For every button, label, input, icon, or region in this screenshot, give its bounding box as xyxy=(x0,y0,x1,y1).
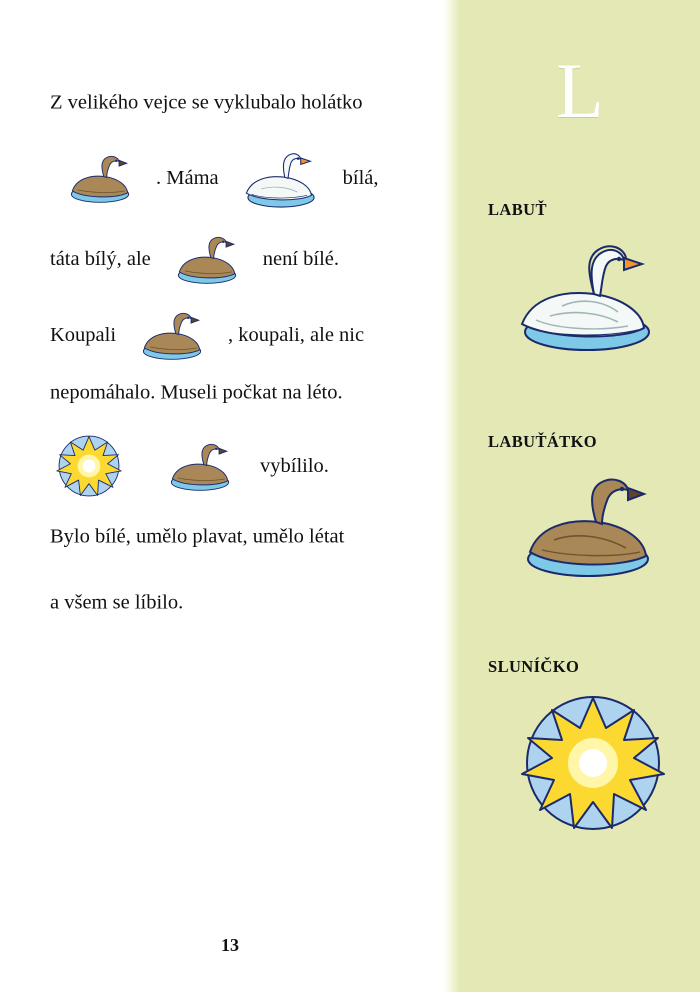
story-line xyxy=(50,228,440,290)
page-number: 13 xyxy=(221,935,239,955)
story-text-segment: bílá, xyxy=(342,166,379,189)
page-title-letter: L xyxy=(556,47,604,134)
story-line xyxy=(50,90,440,116)
side-label-swan: LABUŤ xyxy=(488,200,547,219)
story-text-segment: Bylo bílé, umělo plavat, umělo létat xyxy=(50,525,345,548)
story-text-segment: nepomáhalo. Museli počkat na léto. xyxy=(50,381,343,404)
cygnet-icon xyxy=(157,228,257,290)
sun-icon xyxy=(508,688,678,838)
story-text xyxy=(50,90,440,642)
panel-gradient-edge xyxy=(444,0,460,992)
side-panel xyxy=(460,0,700,992)
story-text-segment: . Máma xyxy=(156,166,219,189)
story-text-segment: vybílilo. xyxy=(260,454,329,477)
story-line xyxy=(50,380,440,406)
story-text-segment: táta bílý, ale xyxy=(50,247,151,270)
story-line xyxy=(50,142,440,214)
cygnet-icon xyxy=(122,304,222,366)
side-label-cygnet: LABUŤÁTKO xyxy=(488,432,598,451)
story-text-segment: Koupali xyxy=(50,323,117,346)
story-line xyxy=(50,432,440,500)
swan-icon xyxy=(502,228,672,363)
story-text-segment: , koupali, ale nic xyxy=(228,323,365,346)
swan-icon xyxy=(231,142,331,214)
cygnet-icon xyxy=(508,460,668,590)
story-text-segment: a všem se líbilo. xyxy=(50,591,184,614)
story-text-segment: není bílé. xyxy=(262,247,340,270)
story-line xyxy=(50,590,440,616)
cygnet-icon xyxy=(150,435,250,497)
story-line xyxy=(50,304,440,366)
side-label-sun: SLUNÍČKO xyxy=(488,657,580,676)
cygnet-icon xyxy=(50,147,150,209)
sun-icon xyxy=(50,432,128,500)
story-text-segment: Z velikého vejce se vyklubalo holátko xyxy=(50,91,363,114)
story-line xyxy=(50,524,440,550)
